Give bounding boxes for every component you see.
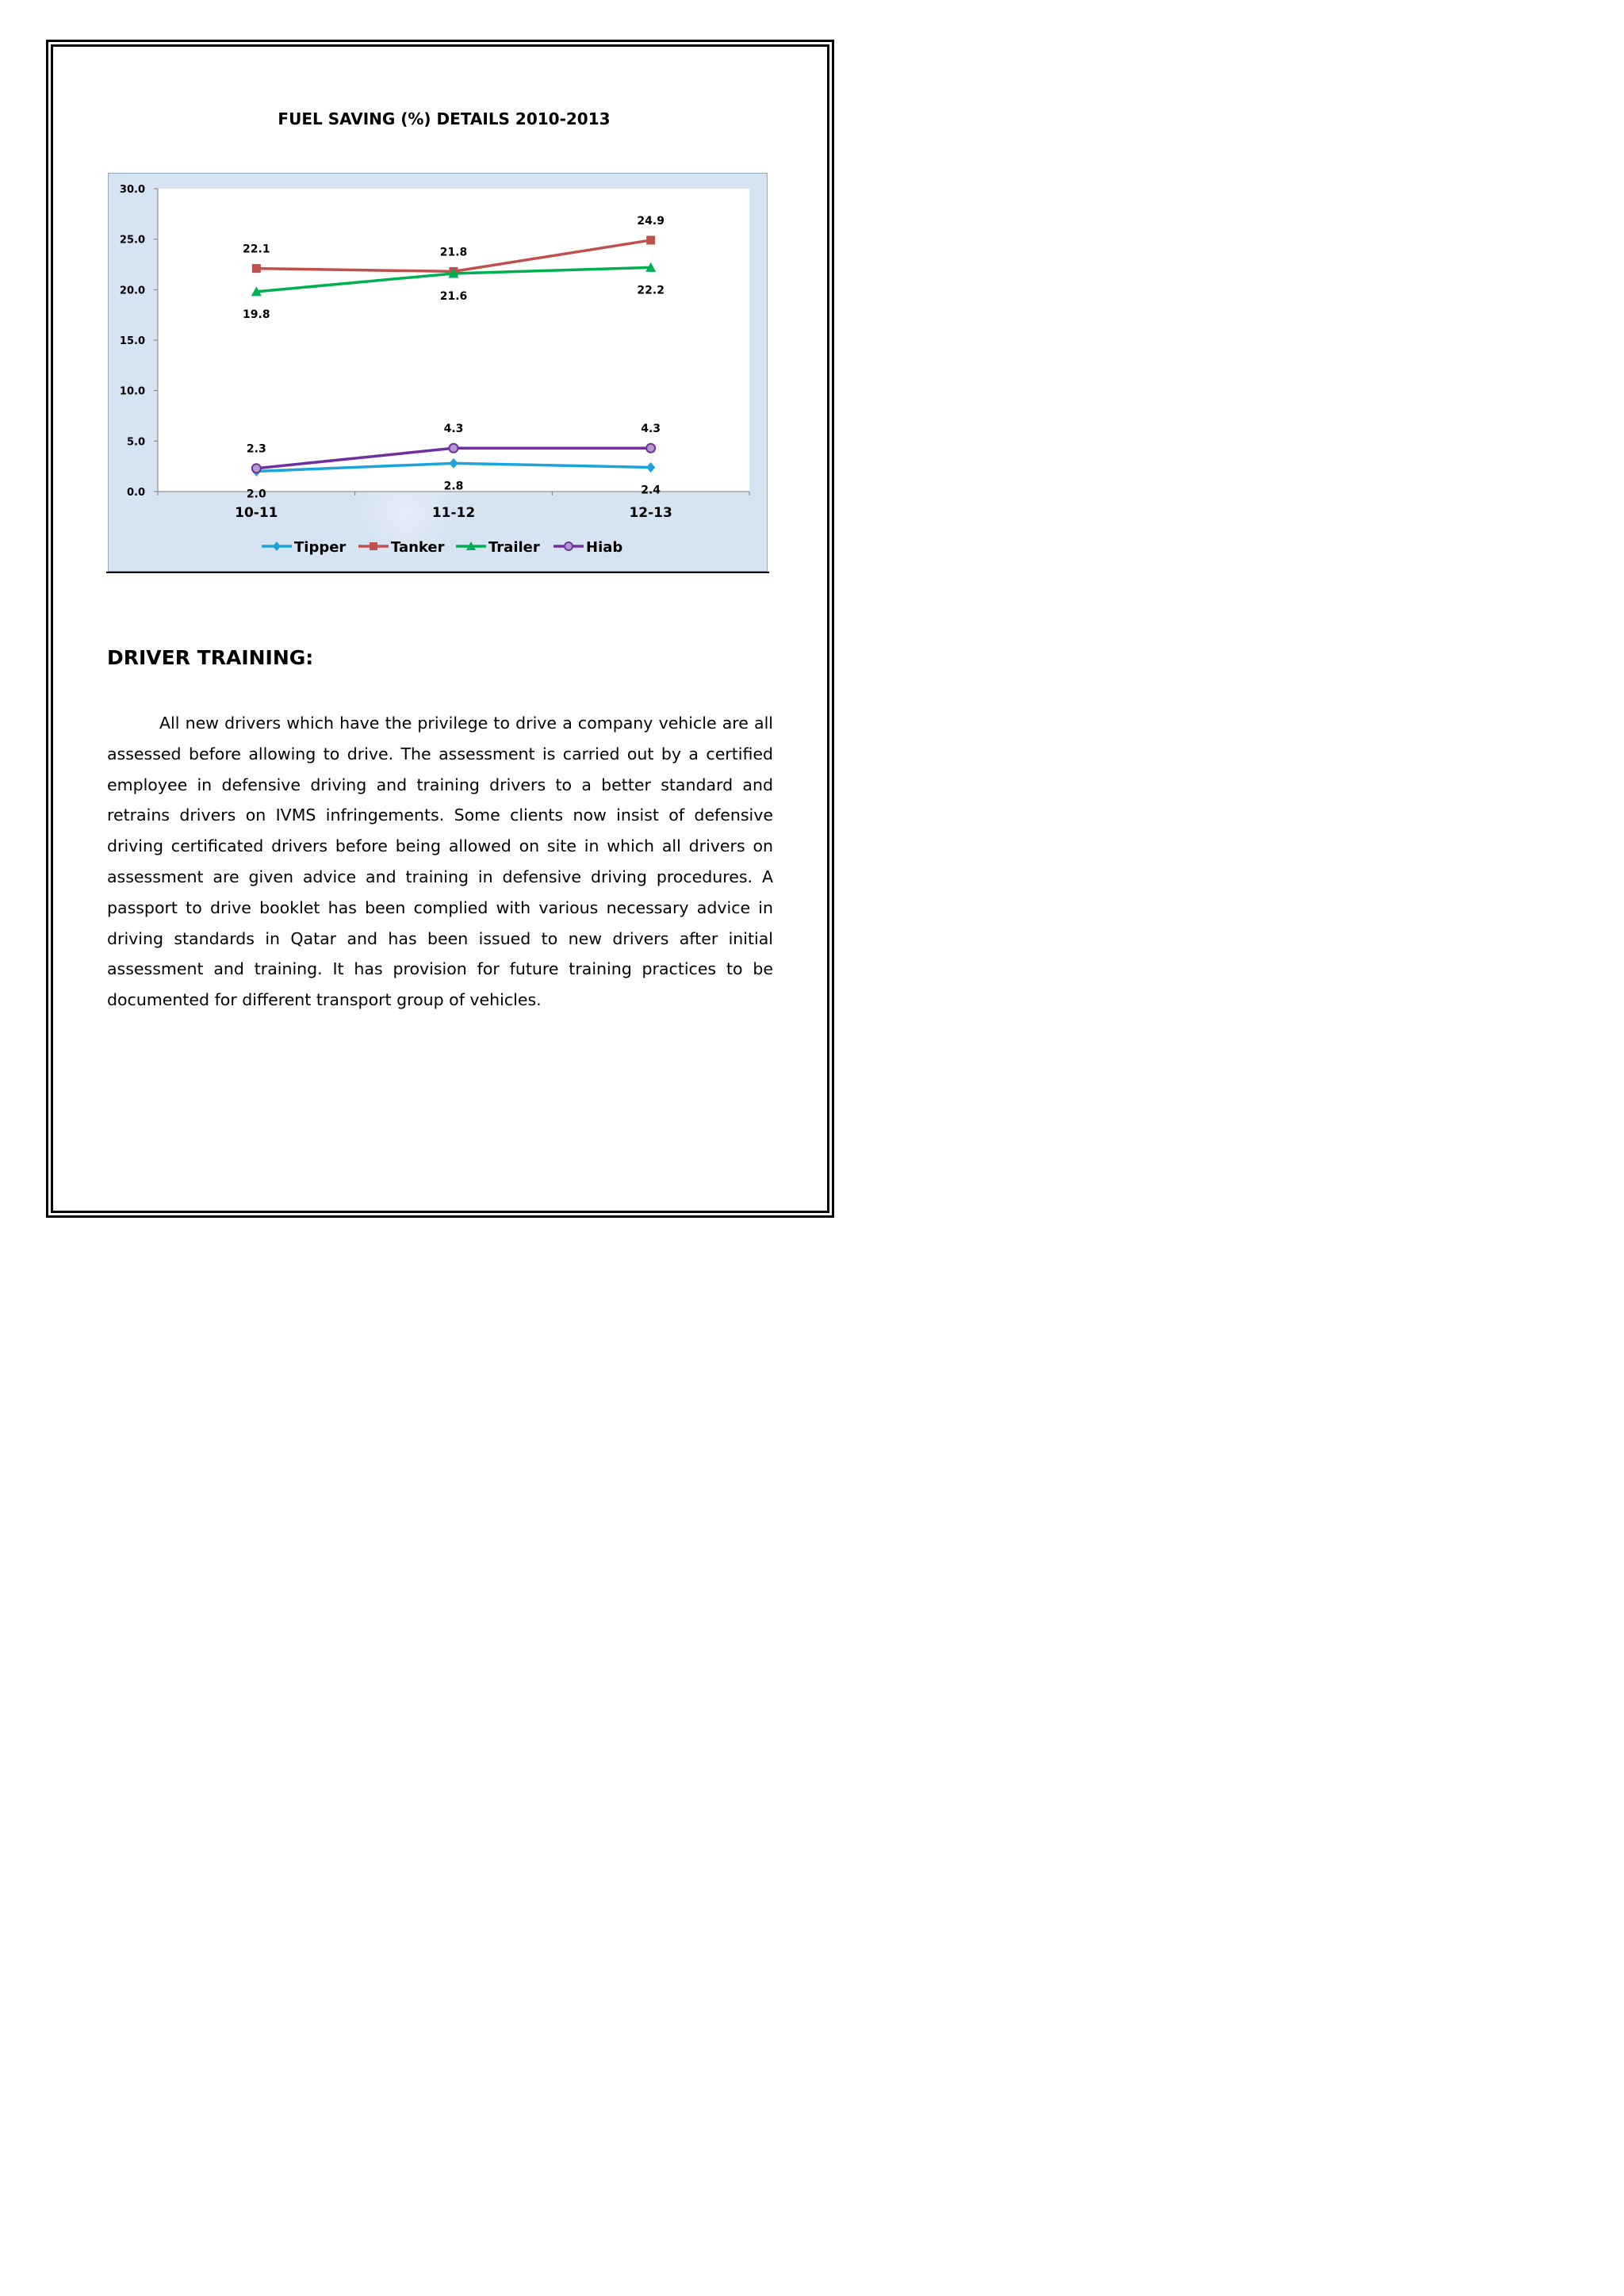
- x-tick-label: 10-11: [235, 505, 278, 521]
- x-tick-label: 11-12: [431, 505, 476, 521]
- data-point-tanker: [252, 264, 261, 273]
- x-tick-label: 12-13: [629, 505, 672, 521]
- legend-marker-tipper: [273, 541, 281, 551]
- legend-label-trailer: Trailer: [488, 539, 540, 556]
- data-label-hiab: 2.3: [246, 442, 266, 456]
- data-label-tipper: 2.8: [443, 480, 464, 493]
- y-tick-label: 30.0: [119, 184, 145, 196]
- y-tick-label: 20.0: [119, 285, 145, 297]
- y-tick-label: 15.0: [119, 335, 145, 347]
- y-tick-label: 10.0: [119, 385, 145, 398]
- data-label-hiab: 4.3: [443, 423, 464, 436]
- data-label-tipper: 2.0: [246, 488, 266, 501]
- y-tick-label: 0.0: [126, 487, 145, 499]
- legend-label-tipper: Tipper: [294, 539, 347, 556]
- chart-title: FUEL SAVING (%) DETAILS 2010-2013: [278, 109, 611, 128]
- section-paragraph: All new drivers which have the privilege to drive a company vehicle are all assessed before allowing to drive. The assessment is carried out by a certified employee in defensive driving and training drivers to a better standard and retrains drivers on IVMS infringements. Some clients now insist of defensive driving certificated drivers before being allowed on site in which all drivers on assessment are given advice and training in defensive driving procedures. A passport to drive booklet has been complied with various necessary advice in driving standards in Qatar and has been issued to new drivers after initial assessment and training. It has provision for future training practices to be documented for different transport group of vehicles.: [107, 714, 773, 1010]
- data-label-hiab: 4.3: [641, 423, 661, 436]
- data-point-hiab: [450, 444, 458, 453]
- data-point-hiab: [252, 464, 261, 473]
- legend-marker-hiab: [565, 542, 573, 550]
- data-label-tanker: 24.9: [637, 214, 665, 228]
- y-tick-label: 25.0: [119, 234, 145, 247]
- data-label-tanker: 22.1: [243, 243, 270, 256]
- data-label-tanker: 21.8: [439, 246, 468, 259]
- section-heading: DRIVER TRAINING:: [107, 646, 314, 669]
- fuel-saving-chart: [0, 0, 888, 1256]
- y-tick-label: 5.0: [126, 436, 145, 449]
- data-point-hiab: [646, 444, 655, 453]
- data-point-tanker: [646, 235, 655, 244]
- data-label-trailer: 19.8: [243, 308, 270, 321]
- data-label-trailer: 21.6: [439, 289, 468, 303]
- legend-marker-tanker: [370, 542, 377, 550]
- data-label-tipper: 2.4: [641, 484, 661, 497]
- legend-label-tanker: Tanker: [391, 539, 445, 556]
- legend-label-hiab: Hiab: [586, 539, 623, 556]
- data-label-trailer: 22.2: [637, 284, 665, 297]
